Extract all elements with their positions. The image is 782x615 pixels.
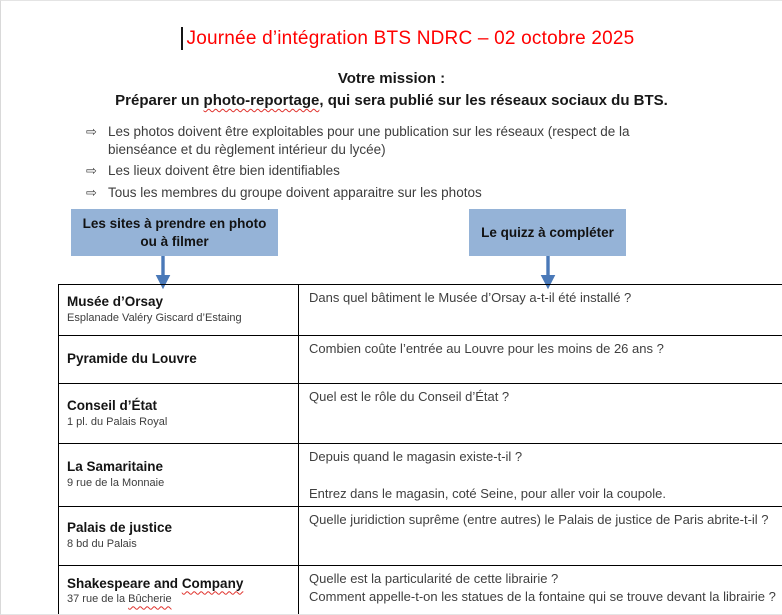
table-row	[59, 565, 782, 615]
sites-label-box	[71, 209, 278, 256]
mission-text-part: Préparer un	[115, 91, 204, 109]
question-cell	[299, 444, 782, 507]
list-item	[86, 162, 682, 180]
sites-quizz-table	[58, 284, 782, 615]
mission-text-part: , qui sera publié sur les réseaux sociaux du BTS.	[319, 91, 668, 109]
site-name: Palais de justice	[67, 520, 173, 536]
table-row	[59, 384, 782, 444]
page-title: Journée d’intégration BTS NDRC – 02 octobre 2025	[186, 28, 635, 49]
site-address: 1 pl. du Palais Royal	[67, 415, 168, 428]
question-cell	[299, 506, 782, 565]
site-name: La Samaritaine	[67, 459, 164, 475]
question-text: Quelle juridiction suprême (entre autres) le Palais de justice de Paris abrite-t-il ?	[309, 511, 769, 527]
site-cell	[59, 506, 299, 565]
table-row	[59, 444, 782, 507]
site-cell	[59, 444, 299, 507]
mission-heading: Votre mission :	[337, 70, 446, 87]
question-cell	[299, 285, 782, 336]
question-text: Quelle est la particularité de cette librairie ?	[309, 570, 559, 586]
question-text: Depuis quand le magasin existe-t-il ?	[309, 449, 523, 464]
list-item-text: Les lieux doivent être bien identifiables	[108, 163, 340, 179]
question-cell	[299, 565, 782, 615]
mission-block	[1, 68, 782, 112]
instructions-list	[86, 123, 682, 205]
question-text: Entrez dans le magasin, coté Seine, pour aller voir la coupole.	[309, 486, 666, 502]
site-address-part: 37 rue de la	[67, 593, 129, 606]
quizz-label-box	[469, 209, 626, 256]
site-cell	[59, 565, 299, 615]
quizz-label-line: Le quizz à compléter	[481, 224, 614, 240]
table-row	[59, 336, 782, 384]
site-name: Conseil d’État	[67, 397, 158, 413]
question-cell	[299, 336, 782, 384]
site-address	[67, 593, 292, 607]
question-text: Comment appelle-t-on les statues de la fontaine qui se trouve devant la librairie ?	[309, 589, 776, 605]
site-cell	[59, 384, 299, 444]
arrow-bullet-icon: ⇨	[86, 184, 97, 200]
table-row	[59, 506, 782, 565]
question-text: Dans quel bâtiment le Musée d’Orsay a-t-il été installé ?	[309, 290, 632, 305]
list-item	[86, 184, 682, 202]
misspelled-word: Company	[181, 575, 244, 591]
mission-text	[1, 90, 782, 112]
site-address: 8 bd du Palais	[67, 537, 137, 550]
arrow-bullet-icon: ⇨	[86, 124, 97, 139]
table-row	[59, 285, 782, 336]
question-text: Combien coûte l’entrée au Louvre pour les moins de 26 ans ?	[309, 341, 664, 356]
site-name: Pyramide du Louvre	[67, 350, 197, 366]
list-item-text: Les photos doivent être exploitables pour une publication sur les réseaux (respect de la bienséance et du règlement intérieur du lycée)	[108, 124, 630, 158]
list-item	[86, 123, 682, 159]
question-cell	[299, 384, 782, 444]
site-name: Musée d’Orsay	[67, 294, 164, 310]
site-cell	[59, 285, 299, 336]
sites-label-line: ou à filmer	[140, 233, 209, 249]
misspelled-word: Bûcherie	[128, 593, 172, 606]
misspelled-word: photo-reportage	[203, 91, 320, 109]
site-address: 9 rue de la Monnaie	[67, 477, 165, 490]
site-name	[67, 576, 292, 593]
question-text: Quel est le rôle du Conseil d’État ?	[309, 389, 510, 404]
site-address: Esplanade Valéry Giscard d’Estaing	[67, 312, 242, 325]
list-item-text: Tous les membres du groupe doivent apparaitre sur les photos	[108, 184, 482, 200]
sites-label-line: Les sites à prendre en photo	[82, 215, 267, 231]
site-name-part: Shakespeare and	[67, 575, 182, 591]
site-cell	[59, 336, 299, 384]
arrow-bullet-icon: ⇨	[86, 163, 97, 179]
